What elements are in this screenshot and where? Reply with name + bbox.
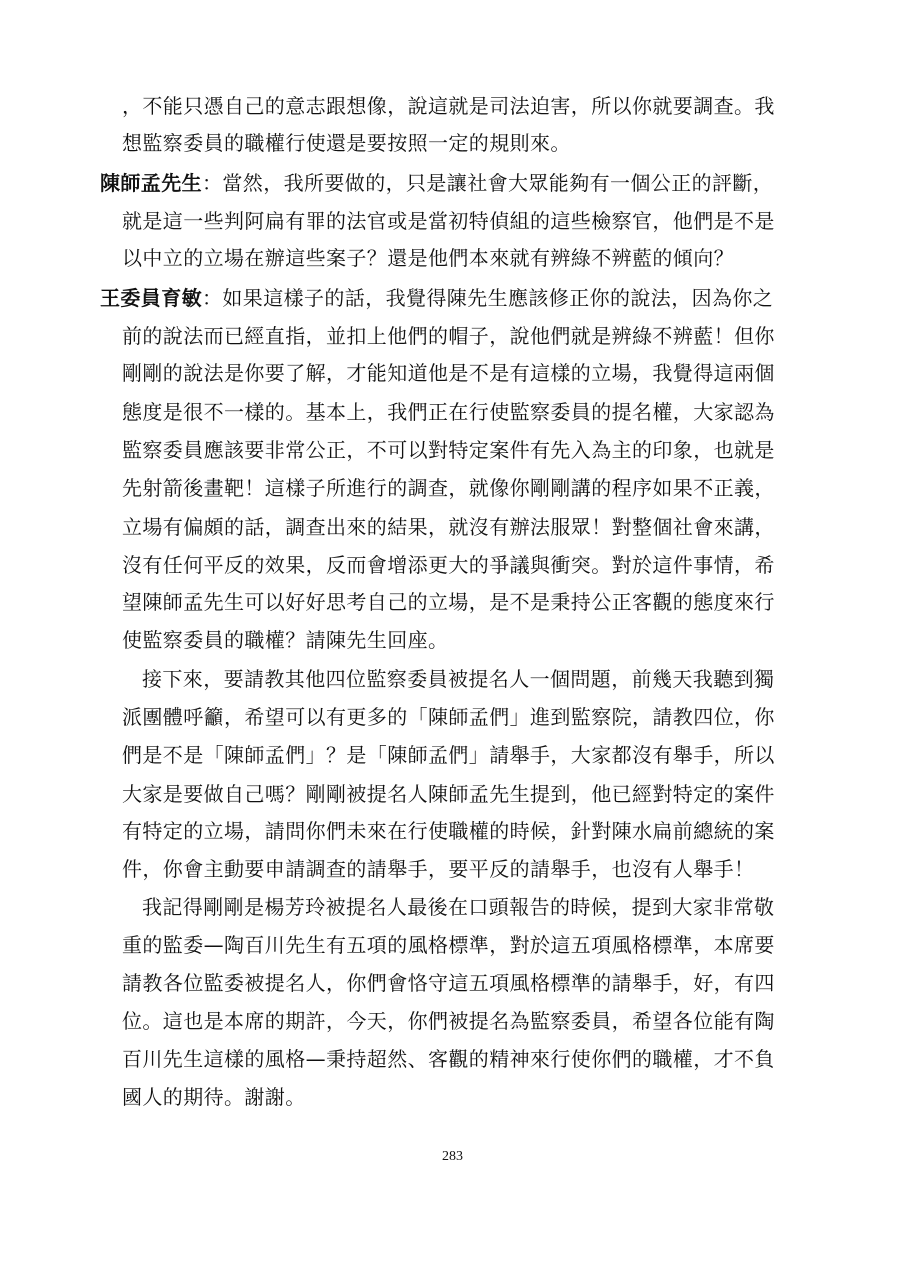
speaker-name: 王委員育敏: [100, 286, 202, 310]
text-line: 先射箭後畫靶！這樣子所進行的調查，就像你剛剛講的程序如果不正義，: [122, 476, 775, 500]
text-line: 望陳師孟先生可以好好思考自己的立場，是不是秉持公正客觀的態度來行: [122, 590, 775, 614]
text-line: 件，你會主動要申請調查的請舉手，要平反的請舉手，也沒有人舉手！: [122, 857, 755, 881]
text-line: 前的說法而已經直指，並扣上他們的帽子，說他們就是辨綠不辨藍！但你: [122, 324, 775, 348]
text-line: 位。這也是本席的期許，今天，你們被提名為監察委員，希望各位能有陶: [122, 1009, 775, 1033]
text-line: 重的監委—陶百川先生有五項的風格標準，對於這五項風格標準，本席要: [122, 933, 775, 957]
text-line: 就是這一些判阿扁有罪的法官或是當初特偵組的這些檢察官，他們是不是: [122, 209, 775, 233]
text-line: 使監察委員的職權？請陳先生回座。: [122, 628, 449, 652]
text-line: 剛剛的說法是你要了解，才能知道他是不是有這樣的立場，我覺得這兩個: [122, 361, 775, 385]
text-line: 接下來，要請教其他四位監察委員被提名人一個問題，前幾天我聽到獨: [142, 667, 775, 691]
page-number: 283: [442, 1149, 463, 1164]
text-line: 國人的期待。謝謝。: [122, 1085, 306, 1109]
text-line: 百川先生這樣的風格—秉持超然、客觀的精神來行使你們的職權，才不負: [122, 1047, 775, 1071]
speaker-paragraph-chen: [100, 171, 773, 195]
text-line: 派團體呼籲，希望可以有更多的「陳師孟們」進到監察院，請教四位，你: [122, 705, 775, 729]
text-line: 想監察委員的職權行使還是要按照一定的規則來。: [122, 131, 571, 155]
speaker-name: 陳師孟先生: [100, 171, 202, 195]
text-line: 以中立的立場在辦這些案子？還是他們本來就有辨綠不辨藍的傾向？: [122, 246, 734, 270]
text-line: ：如果這樣子的話，我覺得陳先生應該修正你的說法，因為你之: [202, 286, 774, 310]
text-line: 監察委員應該要非常公正，不可以對特定案件有先入為主的印象，也就是: [122, 438, 775, 462]
text-line: 們是不是「陳師孟們」？是「陳師孟們」請舉手，大家都沒有舉手，所以: [122, 743, 775, 767]
text-line: 有特定的立場，請問你們未來在行使職權的時候，針對陳水扁前總統的案: [122, 819, 775, 843]
text-line: ：當然，我所要做的，只是讓社會大眾能夠有一個公正的評斷，: [202, 171, 774, 195]
text-line: 我記得剛剛是楊芳玲被提名人最後在口頭報告的時候，提到大家非常敬: [142, 895, 775, 919]
text-line: 立場有偏頗的話，調查出來的結果，就沒有辦法服眾！對整個社會來講，: [122, 515, 775, 539]
text-line: 沒有任何平反的效果，反而會增添更大的爭議與衝突。對於這件事情，希: [122, 553, 775, 577]
text-line: ，不能只憑自己的意志跟想像，說這就是司法迫害，所以你就要調查。我: [122, 94, 775, 118]
text-line: 請教各位監委被提名人，你們會恪守這五項風格標準的請舉手，好，有四: [122, 971, 775, 995]
text-line: 態度是很不一樣的。基本上，我們正在行使監察委員的提名權，大家認為: [122, 400, 775, 424]
text-line: 大家是要做自己嗎？剛剛被提名人陳師孟先生提到，他已經對特定的案件: [122, 782, 775, 806]
speaker-paragraph-wang: [100, 286, 773, 310]
